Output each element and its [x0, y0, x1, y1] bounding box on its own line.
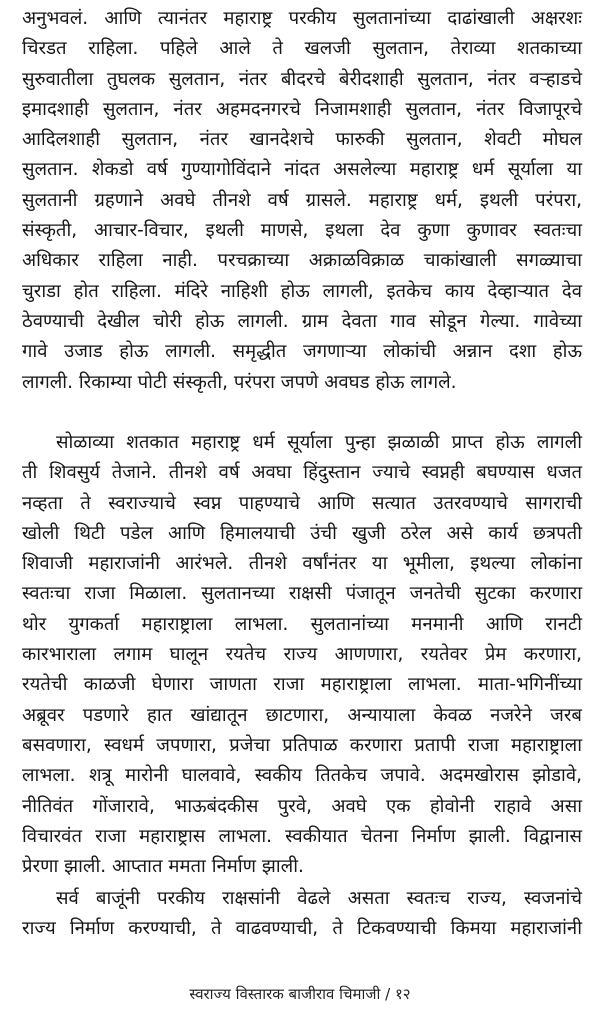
text-line: अब्रूवर पडणारे हात खांद्यातून छाटणारा, अन्यायाला केवळ नजरेने जरब: [22, 704, 582, 726]
text-line: सुरुवातीला तुघलक सुलतान, नंतर बीदरचे बेरीदशाही सुलतान, नंतर वऱ्हाडचे: [22, 68, 582, 90]
text-line: अनुभवलं. आणि त्यानंतर महाराष्ट्र परकीय सुलतानांच्या दाढांखाली अक्षरशः: [22, 8, 582, 29]
text-line: राज्य निर्माण करण्याची, ते वाढवण्याची, ते टिकवण्याची किमया महाराजांनी: [22, 918, 582, 940]
paragraph-1: [22, 4, 582, 398]
text-line: गावे उजाड होऊ लागली. समृद्धीत जगणाऱ्या लोकांची अन्नान दशा होऊ: [22, 341, 582, 363]
text-line: आदिलशाही सुलतान, नंतर खानदेशचे फारुकी सुलतान, शेवटी मोघल: [22, 129, 582, 151]
text-line: बसवणारा, स्वधर्म जपणारा, प्रजेचा प्रतिपाळ करणारा प्रतापी राजा महाराष्ट्राला: [22, 734, 582, 756]
text-line: विचारवंत राजा महाराष्ट्रास लाभला. स्वकीयात चेतना निर्माण झाली. विद्वानास: [22, 825, 582, 847]
paragraph-2: [22, 428, 582, 882]
text-line: नीतिवंत गोंजारावे, भाऊबंदकीस पुरवे, अवघे एक होवोनी राहावे असा: [22, 795, 582, 817]
text-line: स्वतःचा राजा मिळाला. सुलतानच्या राक्षसी पंजातून जनतेची सुटका करणारा: [22, 583, 582, 605]
page-footer: स्वराज्य विस्तारक बाजीराव चिमाजी / १२: [189, 985, 411, 1003]
text-line: सुलतान. शेकडो वर्ष गुण्यागोविंदाने नांदत असलेल्या महाराष्ट्र धर्म सूर्याला या: [22, 159, 582, 181]
text-line: नव्हता ते स्वराज्याचे स्वप्न पाहण्याचे आणि सत्यात उतरवण्याचे सागराची: [22, 492, 582, 514]
text-line: संस्कृती, आचार-विचार, इथली माणसे, इथला देव कुणा कुणावर स्वतःचा: [22, 220, 582, 242]
text-line: खोली थिटी पडेल आणि हिमालयाची उंची खुजी ठरेल असे कार्य छत्रपती: [22, 522, 582, 544]
paragraph-3: [22, 884, 582, 945]
text-line: चिरडत राहिला. पहिले आले ते खलजी सुलतान, तेराव्या शतकाच्या: [22, 38, 582, 60]
text-line: ठेवण्याची देखील चोरी होऊ लागली. ग्राम देवता गाव सोडून गेल्या. गावेच्या: [22, 310, 582, 332]
text-line: प्रेरणा झाली. आप्तात ममता निर्माण झाली.: [22, 856, 304, 878]
text-line: ती शिवसुर्य तेजाने. तीनशे वर्ष अवघा हिंदुस्तान ज्याचे स्वप्नही बघण्यास धजत: [22, 462, 582, 484]
text-line: थोर युगकर्ता महाराष्ट्राला लाभला. सुलतानांच्या मनमानी आणि रानटी: [22, 613, 582, 635]
text-line: चुराडा होत राहिला. मंदिरे नाहिशी होऊ लागली, इतकेच काय देव्हाऱ्यात देव: [22, 280, 582, 302]
text-line: अधिकार राहिला नाही. परचक्राच्या अक्राळविक्राळ चाकांखाली सगळ्याचा: [22, 250, 582, 272]
text-line: इमादशाही सुलतान, नंतर अहमदनगरचे निजामशाही सुलतान, नंतर विजापूरचे: [22, 98, 582, 120]
text-line: सोळाव्या शतकात महाराष्ट्र धर्म सूर्याला पुन्हा झळाळी प्राप्त होऊ लागली: [56, 432, 582, 453]
text-line: सुलतानी ग्रहणाने अवघे तीनशे वर्ष ग्रासले. महाराष्ट्र धर्म, इथली परंपरा,: [22, 189, 582, 211]
text-line: लागली. रिकाम्या पोटी संस्कृती, परंपरा जपणे अवघड होऊ लागले.: [22, 371, 457, 393]
text-line: रयतेची काळजी घेणारा जाणता राजा महाराष्ट्राला लाभला. माता-भगिनींच्या: [22, 674, 582, 696]
text-line: सर्व बाजूंनी परकीय राक्षसांनी वेढले असता स्वतःच राज्य, स्वजनांचे: [56, 888, 582, 909]
text-line: लाभला. शत्रू मारोनी घालवावे, स्वकीय तितकेच जपावे. अदमखोरास झोडावे,: [22, 765, 582, 787]
text-line: शिवाजी महाराजांनी आरंभले. तीनशे वर्षांनंतर या भूमीला, इथल्या लोकांना: [22, 553, 582, 575]
text-line: कारभाराला लगाम घालून रयतेच राज्य आणणारा, रयतेवर प्रेम करणारा,: [22, 644, 582, 666]
